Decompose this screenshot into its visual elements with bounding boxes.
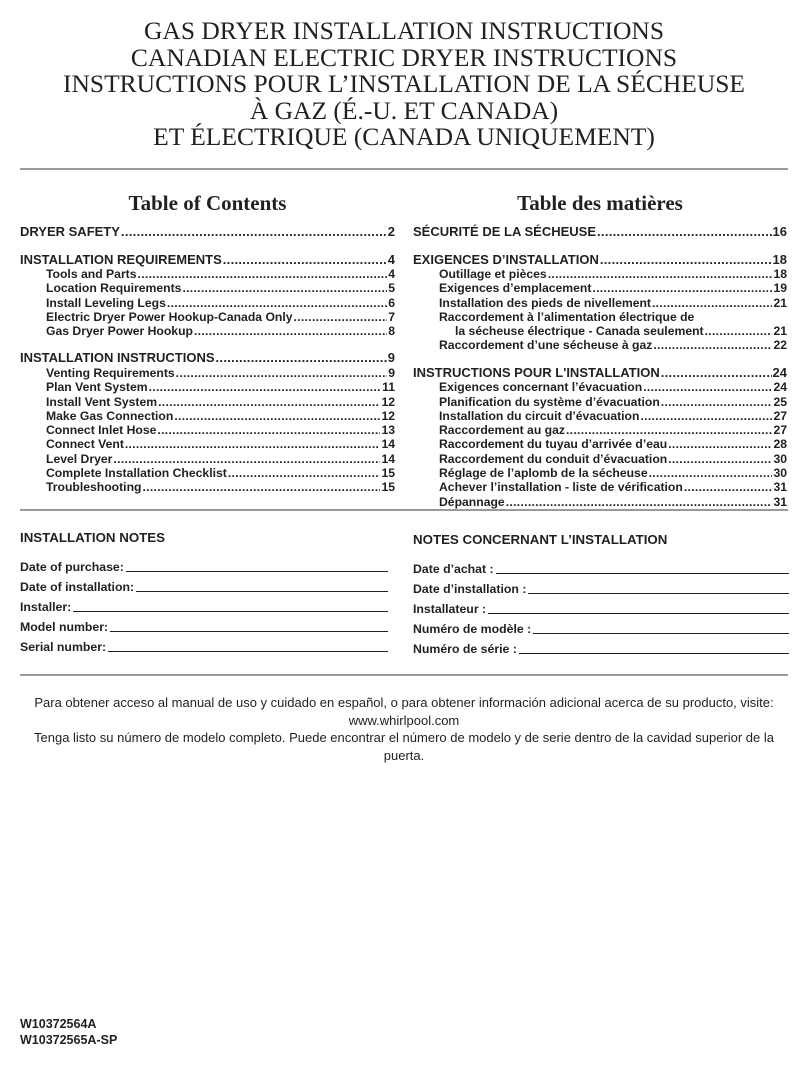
toc-entry-label: Installation des pieds de nivellement bbox=[439, 295, 651, 310]
toc-entry-page: 18 bbox=[773, 267, 787, 281]
toc-leader-dots bbox=[684, 480, 773, 494]
notes-field-label: Installer: bbox=[20, 600, 72, 614]
toc-entry-page: 12 bbox=[381, 408, 395, 423]
toc-entry bbox=[20, 380, 395, 394]
toc-entry-page: 30 bbox=[773, 466, 787, 481]
toc-leader-dots bbox=[649, 466, 773, 480]
toc-entry-page: 24 bbox=[773, 380, 787, 395]
toc-leader-dots bbox=[176, 366, 388, 380]
notes-field-blank-line bbox=[496, 560, 789, 574]
title-line: GAS DRYER INSTALLATION INSTRUCTIONS bbox=[143, 16, 664, 45]
toc-entry-page: 27 bbox=[773, 408, 787, 423]
divider-middle bbox=[20, 509, 788, 511]
toc-leader-dots bbox=[506, 495, 773, 509]
notes-field-blank-line bbox=[528, 580, 789, 594]
notes-field-blank-line bbox=[108, 638, 388, 652]
toc-entry-page: 12 bbox=[381, 394, 395, 409]
toc-english-list bbox=[20, 224, 395, 495]
toc-entry-label: SÉCURITÉ DE LA SÉCHEUSE bbox=[413, 224, 596, 239]
toc-leader-dots bbox=[294, 310, 388, 324]
toc-leader-dots bbox=[228, 466, 381, 480]
toc-entry-label: Tools and Parts bbox=[46, 267, 137, 281]
notes-english-fields bbox=[20, 554, 388, 654]
toc-entry-page: 15 bbox=[381, 480, 395, 495]
toc-entry-label: Troubleshooting bbox=[46, 480, 142, 495]
toc-entry-label: Gas Dryer Power Hookup bbox=[46, 324, 193, 339]
toc-entry bbox=[20, 310, 395, 324]
notes-field-label: Date of installation: bbox=[20, 580, 135, 594]
toc-entry-page: 25 bbox=[773, 394, 787, 409]
installation-notes-english bbox=[20, 530, 388, 654]
toc-entry bbox=[20, 296, 395, 310]
toc-leader-dots bbox=[142, 480, 380, 494]
toc-entry-page: 15 bbox=[381, 466, 395, 481]
toc-entry bbox=[413, 365, 787, 381]
installation-notes-french bbox=[413, 532, 789, 656]
notes-field bbox=[413, 596, 789, 616]
toc-english-heading: Table of Contents bbox=[128, 191, 287, 215]
toc-entry-page: 13 bbox=[381, 423, 395, 438]
toc-leader-dots bbox=[661, 365, 772, 381]
toc-entry-page: 4 bbox=[388, 267, 395, 281]
toc-leader-dots bbox=[194, 324, 387, 338]
toc-entry-label: Planification du système d’évacuation bbox=[439, 394, 660, 409]
toc-entry-label: Raccordement du tuyau d’arrivée d’eau bbox=[439, 437, 668, 452]
toc-entry-page: 8 bbox=[388, 324, 395, 339]
toc-leader-dots bbox=[643, 380, 772, 394]
toc-entry-label: Raccordement d’une sécheuse à gaz bbox=[439, 338, 653, 353]
document-title bbox=[0, 18, 808, 151]
notes-field-label: Date of purchase: bbox=[20, 560, 124, 574]
notes-field bbox=[20, 594, 388, 614]
toc-entry bbox=[413, 338, 787, 352]
toc-entry-page: 2 bbox=[387, 224, 395, 239]
notes-field bbox=[413, 576, 789, 596]
toc-leader-dots bbox=[158, 395, 380, 409]
toc-leader-dots bbox=[668, 452, 772, 466]
toc-entry-label: INSTRUCTIONS POUR L'INSTALLATION bbox=[413, 364, 660, 380]
toc-entry bbox=[413, 281, 787, 295]
toc-entry-page: 9 bbox=[388, 365, 395, 380]
toc-entry-label: EXIGENCES D’INSTALLATION bbox=[413, 251, 599, 267]
toc-entry bbox=[20, 224, 395, 240]
notes-field-blank-line bbox=[533, 620, 789, 634]
notes-field bbox=[413, 616, 789, 636]
toc-entry-label: Location Requirements bbox=[46, 281, 182, 296]
toc-leader-dots bbox=[548, 267, 773, 281]
toc-entry-label: INSTALLATION INSTRUCTIONS bbox=[20, 350, 215, 366]
toc-entry-page: 14 bbox=[381, 451, 395, 466]
toc-entry-page: 28 bbox=[773, 437, 787, 452]
notes-field-label: Model number: bbox=[20, 620, 109, 634]
toc-leader-dots bbox=[653, 338, 772, 352]
toc-entry-label: Installation du circuit d’évacuation bbox=[439, 408, 640, 423]
toc-entry bbox=[413, 252, 787, 268]
toc-entry-page: 7 bbox=[388, 309, 395, 324]
toc-entry-label: Make Gas Connection bbox=[46, 408, 174, 423]
part-number: W10372565A-SP bbox=[20, 1033, 118, 1047]
toc-entry bbox=[413, 466, 787, 480]
toc-leader-dots bbox=[652, 296, 772, 310]
toc-entry bbox=[413, 423, 787, 437]
toc-french bbox=[413, 190, 787, 509]
toc-leader-dots bbox=[705, 324, 773, 338]
notes-field bbox=[20, 574, 388, 594]
notes-field-label: Serial number: bbox=[20, 640, 107, 654]
toc-entry-page: 6 bbox=[388, 295, 395, 310]
toc-entry-label: Exigences concernant l’évacuation bbox=[439, 380, 643, 395]
toc-leader-dots bbox=[216, 350, 387, 366]
toc-leader-dots bbox=[668, 437, 772, 451]
toc-entry-label: Electric Dryer Power Hookup-Canada Only bbox=[46, 309, 293, 324]
divider-top bbox=[20, 168, 788, 170]
toc-entry-page: 4 bbox=[387, 251, 395, 267]
toc-entry bbox=[413, 380, 787, 394]
toc-leader-dots bbox=[157, 423, 380, 437]
notes-field-blank-line bbox=[126, 558, 388, 572]
toc-leader-dots bbox=[149, 380, 382, 394]
toc-entry bbox=[20, 366, 395, 380]
notes-field-blank-line bbox=[488, 600, 789, 614]
toc-entry-page: 19 bbox=[773, 281, 787, 296]
toc-entry bbox=[20, 437, 395, 451]
notes-field-label: Date d’installation : bbox=[413, 582, 527, 596]
toc-entry bbox=[20, 350, 395, 366]
toc-leader-dots bbox=[182, 281, 387, 295]
toc-leader-dots bbox=[174, 409, 380, 423]
toc-entry-page: 16 bbox=[772, 224, 787, 239]
divider-bottom bbox=[20, 674, 788, 676]
toc-entry-page: 14 bbox=[381, 437, 395, 452]
toc-entry bbox=[413, 324, 787, 338]
notes-field bbox=[20, 634, 388, 654]
toc-french-heading: Table des matières bbox=[517, 191, 683, 215]
toc-entry-label: la sécheuse électrique - Canada seulement bbox=[455, 324, 704, 339]
toc-leader-dots bbox=[640, 409, 772, 423]
toc-entry bbox=[413, 409, 787, 423]
toc-entry-label: DRYER SAFETY bbox=[20, 224, 120, 239]
toc-leader-dots bbox=[600, 252, 772, 268]
toc-entry-page: 24 bbox=[772, 364, 787, 380]
toc-entry bbox=[413, 296, 787, 310]
toc-entry-label: Venting Requirements bbox=[46, 365, 175, 380]
toc-french-list bbox=[413, 224, 787, 509]
title-line: INSTRUCTIONS POUR L’INSTALLATION DE LA SÉCHEUSE bbox=[63, 69, 745, 98]
toc-entry bbox=[413, 437, 787, 451]
toc-entry-label: Plan Vent System bbox=[46, 380, 148, 395]
toc-entry bbox=[413, 480, 787, 494]
toc-entry-label: Dépannage bbox=[439, 494, 505, 509]
toc-entry-label: Achever l’installation - liste de vérification bbox=[439, 480, 683, 495]
toc-leader-dots bbox=[597, 224, 772, 240]
toc-entry bbox=[20, 267, 395, 281]
toc-entry-label: Connect Inlet Hose bbox=[46, 423, 157, 438]
toc-entry bbox=[413, 224, 787, 240]
notes-field-label: Numéro de modèle : bbox=[413, 622, 532, 636]
toc-entry bbox=[20, 281, 395, 295]
notes-french-fields bbox=[413, 556, 789, 656]
toc-entry-label: Install Vent System bbox=[46, 394, 158, 409]
toc-leader-dots bbox=[592, 281, 772, 295]
toc-leader-dots bbox=[121, 224, 387, 240]
toc-entry-label: Raccordement au gaz bbox=[439, 423, 565, 438]
toc-entry-label: Install Leveling Legs bbox=[46, 295, 166, 310]
notes-field-blank-line bbox=[519, 640, 789, 654]
toc-entry-label: Level Dryer bbox=[46, 451, 113, 466]
toc-entry bbox=[413, 452, 787, 466]
toc-entry-page: 18 bbox=[772, 251, 787, 267]
toc-entry bbox=[413, 267, 787, 281]
toc-entry-label: INSTALLATION REQUIREMENTS bbox=[20, 251, 222, 267]
toc-entry-label: Réglage de l’aplomb de la sécheuse bbox=[439, 466, 648, 481]
notes-english-heading: INSTALLATION NOTES bbox=[20, 530, 166, 545]
notes-field-label: Installateur : bbox=[413, 602, 487, 616]
toc-entry-label: Connect Vent bbox=[46, 437, 124, 452]
toc-entry bbox=[413, 395, 787, 409]
spanish-notice-line1: Para obtener acceso al manual de uso y cuidado en español, o para obtener información adicional acerca de su producto, visite: www.whirlpool.com bbox=[34, 695, 774, 728]
part-numbers bbox=[20, 1016, 117, 1048]
toc-entry bbox=[20, 252, 395, 268]
notes-field bbox=[413, 636, 789, 656]
notes-field bbox=[413, 556, 789, 576]
toc-entry-page: 5 bbox=[388, 281, 395, 296]
spanish-notice bbox=[30, 694, 778, 764]
toc-leader-dots bbox=[138, 267, 388, 281]
toc-entry-label: Raccordement du conduit d’évacuation bbox=[439, 451, 668, 466]
toc-entry bbox=[20, 452, 395, 466]
notes-french-heading: NOTES CONCERNANT L’INSTALLATION bbox=[413, 532, 668, 547]
toc-leader-dots bbox=[661, 395, 773, 409]
toc-leader-dots bbox=[223, 252, 387, 268]
toc-entry bbox=[20, 423, 395, 437]
toc-entry bbox=[20, 480, 395, 494]
toc-entry-page: 27 bbox=[773, 423, 787, 438]
notes-field-label: Numéro de série : bbox=[413, 642, 517, 656]
toc-entry-label: Exigences d’emplacement bbox=[439, 281, 592, 296]
toc-entry bbox=[20, 395, 395, 409]
toc-entry-page: 31 bbox=[773, 494, 787, 509]
notes-field-label: Date d’achat : bbox=[413, 562, 494, 576]
toc-entry bbox=[20, 324, 395, 338]
toc-entry-page: 11 bbox=[382, 380, 395, 395]
toc-leader-dots bbox=[125, 437, 381, 451]
toc-entry-page: 31 bbox=[773, 480, 787, 495]
toc-entry-page: 21 bbox=[773, 295, 787, 310]
toc-entry bbox=[20, 409, 395, 423]
notes-field-blank-line bbox=[110, 618, 388, 632]
title-line: CANADIAN ELECTRIC DRYER INSTRUCTIONS bbox=[130, 42, 678, 72]
toc-entry-label: Raccordement à l’alimentation électrique de bbox=[439, 309, 695, 324]
toc-leader-dots bbox=[113, 452, 380, 466]
notes-field-blank-line bbox=[136, 578, 388, 592]
toc-entry-page: 9 bbox=[387, 350, 395, 366]
spanish-notice-line2: Tenga listo su número de modelo completo. Puede encontrar el número de modelo y de serie dentro de la cavidad superior de la puerta. bbox=[34, 730, 774, 763]
toc-entry bbox=[20, 466, 395, 480]
toc-entry-label: Outillage et pièces bbox=[439, 267, 547, 281]
notes-field-blank-line bbox=[73, 598, 388, 612]
toc-entry bbox=[413, 310, 787, 324]
part-number: W10372564A bbox=[20, 1017, 97, 1031]
toc-leader-dots bbox=[167, 296, 387, 310]
toc-leader-dots bbox=[566, 423, 772, 437]
toc-english bbox=[20, 190, 395, 495]
toc-entry-page: 22 bbox=[773, 338, 787, 353]
toc-entry-page: 21 bbox=[773, 324, 787, 339]
toc-entry bbox=[413, 495, 787, 509]
toc-entry-page: 30 bbox=[773, 451, 787, 466]
title-line: À GAZ (É.-U. ET CANADA) bbox=[249, 95, 559, 125]
toc-entry-label: Complete Installation Checklist bbox=[46, 466, 227, 481]
title-line: ET ÉLECTRIQUE (CANADA UNIQUEMENT) bbox=[153, 122, 655, 151]
notes-field bbox=[20, 554, 388, 574]
notes-field bbox=[20, 614, 388, 634]
